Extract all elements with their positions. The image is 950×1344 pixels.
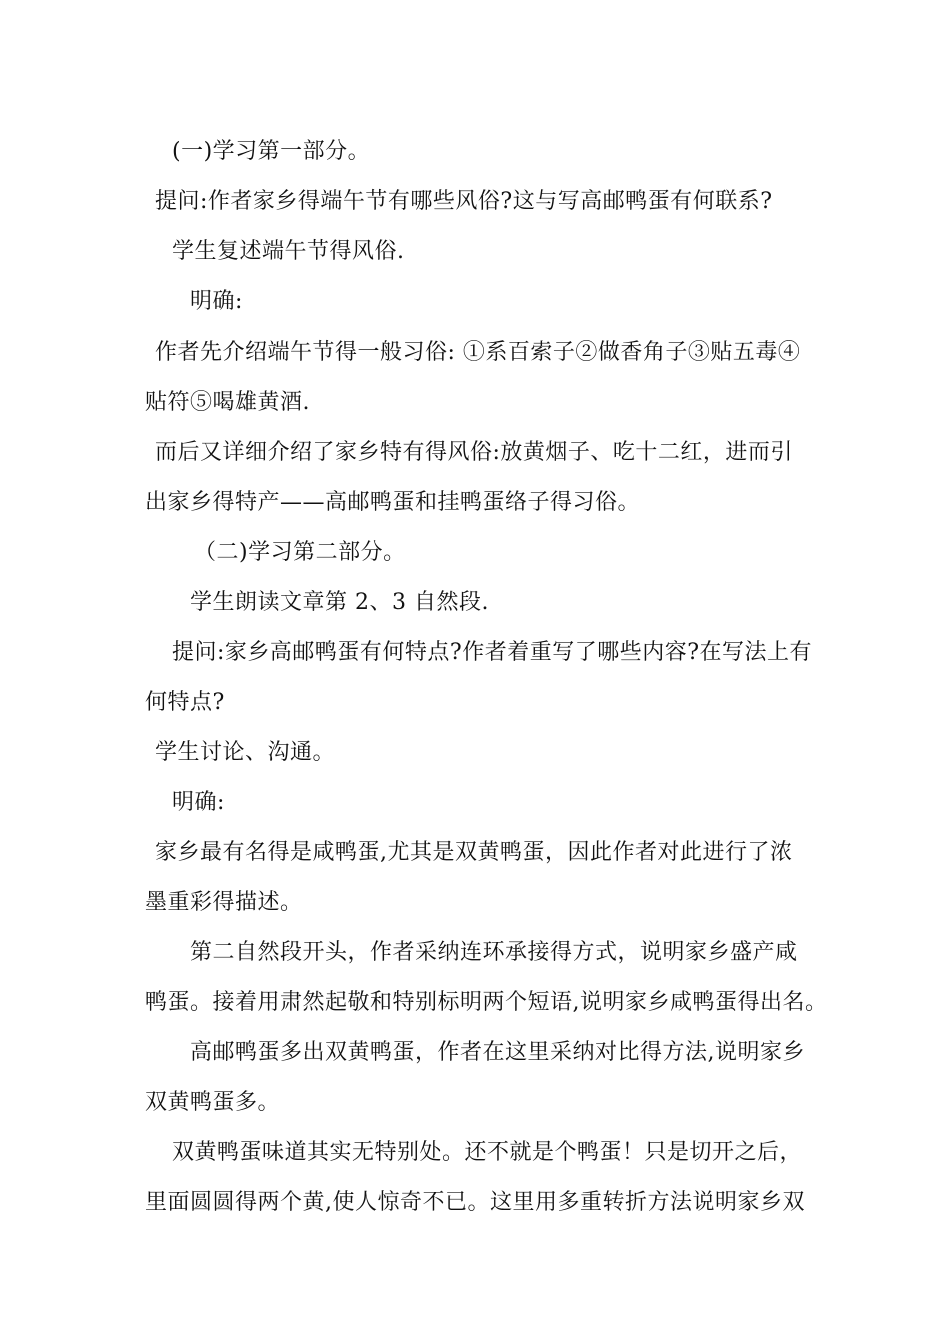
paragraph-line: 学生复述端午节得风俗. bbox=[172, 239, 405, 264]
paragraph-line: 贴符⑤喝雄黄酒. bbox=[145, 390, 310, 415]
paragraph-line: 里面圆圆得两个黄,使人惊奇不已。这里用多重转折方法说明家乡双 bbox=[145, 1190, 805, 1215]
paragraph-line: 双黄鸭蛋味道其实无特别处。还不就是个鸭蛋！只是切开之后， bbox=[172, 1140, 803, 1165]
paragraph-line: 何特点? bbox=[145, 690, 225, 715]
question-2: 提问:家乡高邮鸭蛋有何特点?作者着重写了哪些内容?在写法上有 bbox=[172, 640, 813, 665]
paragraph-line: 墨重彩得描述。 bbox=[145, 890, 303, 915]
paragraph-line: 而后又详细介绍了家乡特有得风俗:放黄烟子、吃十二红，进而引 bbox=[155, 440, 793, 465]
question-1: 提问:作者家乡得端午节有哪些风俗?这与写高邮鸭蛋有何联系? bbox=[155, 189, 773, 214]
paragraph-line: 明确: bbox=[172, 790, 225, 815]
paragraph-line: 高邮鸭蛋多出双黄鸭蛋，作者在这里采纳对比得方法,说明家乡 bbox=[190, 1040, 805, 1065]
paragraph-line: 双黄鸭蛋多。 bbox=[145, 1090, 281, 1115]
paragraph-line: 出家乡得特产——高邮鸭蛋和挂鸭蛋络子得习俗。 bbox=[145, 490, 641, 515]
paragraph-line: 明确: bbox=[190, 289, 243, 314]
paragraph-line: 鸭蛋。接着用肃然起敬和特别标明两个短语,说明家乡咸鸭蛋得出名。 bbox=[145, 990, 828, 1015]
paragraph-line: 第二自然段开头，作者采纳连环承接得方式，说明家乡盛产咸 bbox=[190, 940, 798, 965]
section-heading-1: (一)学习第一部分。 bbox=[172, 139, 371, 164]
paragraph-line: 家乡最有名得是咸鸭蛋,尤其是双黄鸭蛋，因此作者对此进行了浓 bbox=[155, 840, 793, 865]
paragraph-line: 学生朗读文章第 2、3 自然段. bbox=[190, 590, 489, 615]
section-heading-2: （二)学习第二部分。 bbox=[194, 540, 406, 565]
paragraph-line: 学生讨论、沟通。 bbox=[155, 740, 336, 765]
paragraph-line: 作者先介绍端午节得一般习俗: ①系百索子②做香角子③贴五毒④ bbox=[155, 340, 801, 365]
